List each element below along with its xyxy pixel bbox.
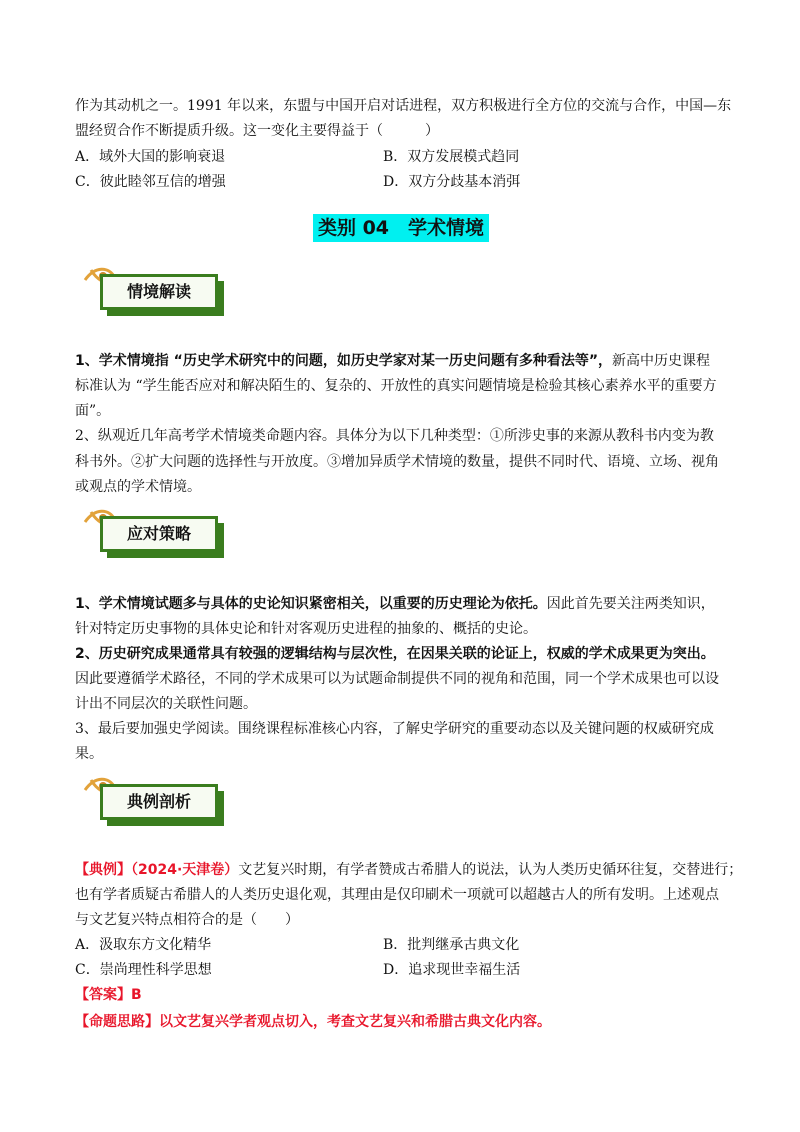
section-title: 类别 04 学术情境 [313,214,489,242]
badge-label: 典例剖析 [126,792,191,811]
question-text-line: 作为其动机之一。1991 年以来，东盟与中国开启对话进程，双方积极进行全方位的交流与合作，中国—东 [75,98,732,114]
paragraph-line: 标准认为 “学生能否应对和解决陌生的、复杂的、开放性的真实问题情境是检验其核心素养水平的重要方 [75,378,717,394]
paragraph-line: 2、纵观近几年高考学术情境类命题内容。具体分为以下几种类型：①所涉史事的来源从教科书内变为教 [75,428,714,444]
paragraph-line: 2、历史研究成果通常具有较强的逻辑结构与层次性，在因果关联的论证上，权威的学术成果更为突出。 [75,646,715,662]
paragraph-line: 或观点的学术情境。 [75,479,201,495]
section-badge-strategy [75,504,235,574]
option-c: C．彼此睦邻互信的增强 [75,174,226,190]
example-question-line: 【典例】（2024·天津卷）文艺复兴时期，有学者赞成古希腊人的说法，认为人类历史循环往复，交替进行； [75,862,743,878]
paragraph-line: 1、学术情境试题多与具体的史论知识紧密相关，以重要的历史理论为依托。因此首先要关注两类知识， [75,596,715,612]
paragraph-line: 计出不同层次的关联性问题。 [75,696,257,712]
example-question-line: 与文艺复兴特点相符合的是（ ） [75,912,299,928]
option-b: B．双方发展模式趋同 [383,149,520,165]
paragraph-line: 针对特定历史事物的具体史论和针对客观历史进程的抽象的、概括的史论。 [75,621,537,637]
badge-label: 应对策略 [126,524,191,543]
paragraph-line: 3、最后要加强史学阅读。围绕课程标准核心内容，了解史学研究的重要动态以及关键问题的权威研究成 [75,721,714,737]
answer-line: 【答案】B [75,987,142,1003]
option-b: B．批判继承古典文化 [383,937,520,953]
section-badge-reading [75,262,235,332]
paragraph-line: 果。 [75,746,103,762]
example-question-line: 也有学者质疑古希腊人的人类历史退化观，其理由是仅印刷术一项就可以超越古人的所有发明。上述观点 [75,887,719,903]
option-a: A．域外大国的影响衰退 [75,149,226,165]
paragraph-line: 面”。 [75,403,111,419]
badge-label: 情境解读 [126,282,191,301]
option-d: D．双方分歧基本消弭 [383,174,521,190]
option-d: D．追求现世幸福生活 [383,962,521,978]
section-badge-example [75,772,235,842]
question-text-line: 盟经贸合作不断提质升级。这一变化主要得益于（ ） [75,123,439,139]
paragraph-line: 因此要遵循学术路径，不同的学术成果可以为试题命制提供不同的视角和范围，同一个学术成果也可以设 [75,671,719,687]
idea-line: 【命题思路】以文艺复兴学者观点切入，考查文艺复兴和希腊古典文化内容。 [75,1014,551,1030]
paragraph-line: 科书外。②扩大问题的选择性与开放度。③增加异质学术情境的数量，提供不同时代、语境、立场、视角 [75,454,719,470]
paragraph-line: 1、学术情境指 “历史学术研究中的问题，如历史学家对某一历史问题有多种看法等”，新高中历史课程 [75,353,711,369]
option-c: C．崇尚理性科学思想 [75,962,212,978]
option-a: A．汲取东方文化精华 [75,937,212,953]
